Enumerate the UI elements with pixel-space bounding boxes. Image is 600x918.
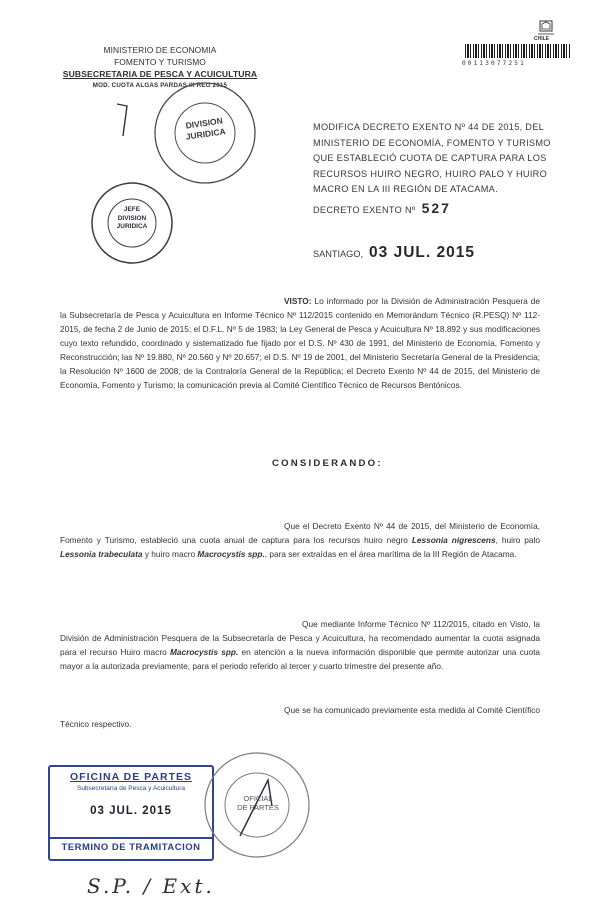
c2-text-2: en atención a la nueva información disponible que permite autorizar una cuota mayor a la autorizada previamente, para el periodo referido al tercer y cuarto trimestre del presente año. [60,647,540,671]
chile-label: CHILE [534,36,549,42]
oficina-date: 03 JUL. 2015 [90,805,172,817]
decreto-number: 527 [421,200,451,216]
visto-paragraph [60,294,540,392]
jefe-division-stamp [87,178,177,268]
c1-species-1: Lessonia nigrescens [411,535,496,545]
handwritten-mark [113,100,133,145]
stamp-division-label: DIVISION [184,115,224,131]
header-ministry: MINISTERIO DE ECONOMIA [103,45,217,55]
stamp-jefe-division-label: DIVISION [117,214,147,222]
decreto-line [313,200,451,216]
stamp-juridica-label: JURIDICA [185,126,227,142]
c1-text-4: , para ser extraídas en el área marítima de la III Región de Atacama. [264,549,517,559]
handwritten-note: S.P. / Ext. [87,874,215,898]
stamp-jefe-label: JEFE [123,206,141,213]
oficial-label: OFICIAL [243,794,273,803]
document-reference: MODIFICA DECRETO EXENTO Nº 44 DE 2015, DEL MINISTERIO DE ECONOMÍA, FOMENTO Y TURISMO QUE ESTABLECIÓ CUOTA DE CAPTURA PARA LOS RECURSOS HUIRO NEGRO, HUIRO PALO Y HUIRO MACRO EN LA III REGIÓN DE ATACAMA. [313,122,551,195]
oficina-partes-stamp [48,765,214,861]
c1-text-2: , huiro palo [495,535,540,545]
oficina-title: OFICINA DE PARTES [69,771,192,783]
oficial-partes-label: DE PARTES [237,803,279,812]
header-mod: MOD. CUOTA ALGAS PARDAS III REG 2015 [92,82,228,89]
header-fomento: FOMENTO Y TURISMO [114,57,206,67]
c2-species-1: Macrocystis spp. [169,647,239,657]
place-date-line [313,244,475,262]
oficina-footer: TERMINO DE TRAMITACION [50,837,212,857]
visto-lead: VISTO: [284,296,312,306]
place-label: SANTIAGO, [313,249,364,259]
barcode [465,44,570,58]
barcode-number: 00113077251 [462,60,526,67]
considerando-2 [60,617,540,673]
c1-text-1: Que el Decreto Exento Nº 44 de 2015, del Ministerio de Economía, Fomento y Turismo, estableció una cuota anual de captura para los recursos huiro negro [60,521,540,545]
oficina-sub: Subsecretaría de Pesca y Acuicultura [76,785,186,792]
considerando-heading: CONSIDERANDO: [272,458,383,469]
decreto-label: DECRETO EXENTO Nº [313,205,416,215]
visto-text: Lo informado por la División de Administración Pesquera de la Subsecretaría de Pesca y Acuicultura en Informe Técnico Nº 112/2015 contenido en Memorándum Técnico (R.PESQ) Nº 112-2015, de fecha 2 de Junio de 2015; el D.F.L. Nº 5 de 1983; la Ley General de Pesca y Acuicultura Nº 18.892 y sus modificaciones cuyo texto refundido, coordinado y sistematizado fue fijado por el D.S. Nº 430 de 1991, del Ministerio de Economía, Fomento y Reconstrucción; las Nº 19.880, Nº 20.560 y Nº 20.657; el D.S. Nº 19 de 2001, del Ministerio Secretaría General de la Presidencia; la Resolución Nº 1600 de 2008, de la Contraloría General de la República; el Decreto Exento Nº 44 de 2015, del Ministerio de Economía, Fomento y Turismo; la comunicación previa al Comité Científico Técnico de Recursos Bentónicos. [60,296,540,390]
c1-species-2: Lessonia trabeculata [60,549,143,559]
c1-text-3: y huiro macro [142,549,198,559]
considerando-1 [60,519,540,561]
oficial-partes-stamp [200,748,315,863]
division-juridica-stamp [150,78,260,188]
stamp-jefe-juridica-label: JURIDICA [116,223,148,230]
document-date: 03 JUL. 2015 [369,244,475,261]
header-subsecretaria: SUBSECRETARIA DE PESCA Y ACUICULTURA [62,69,258,79]
considerando-3: Que se ha comunicado previamente esta medida al Comité Científico Técnico respectivo. [60,705,540,729]
c1-species-3: Macrocystis spp. [197,549,265,559]
c2-text-1: Que mediante Informe Técnico Nº 112/2015, citado en Visto, la División de Administración Pesquera de la Subsecretaría de Pesca y Acuicultura, ha recomendado aumentar la cuota asignada para el recurso Huiro macro [60,619,540,657]
